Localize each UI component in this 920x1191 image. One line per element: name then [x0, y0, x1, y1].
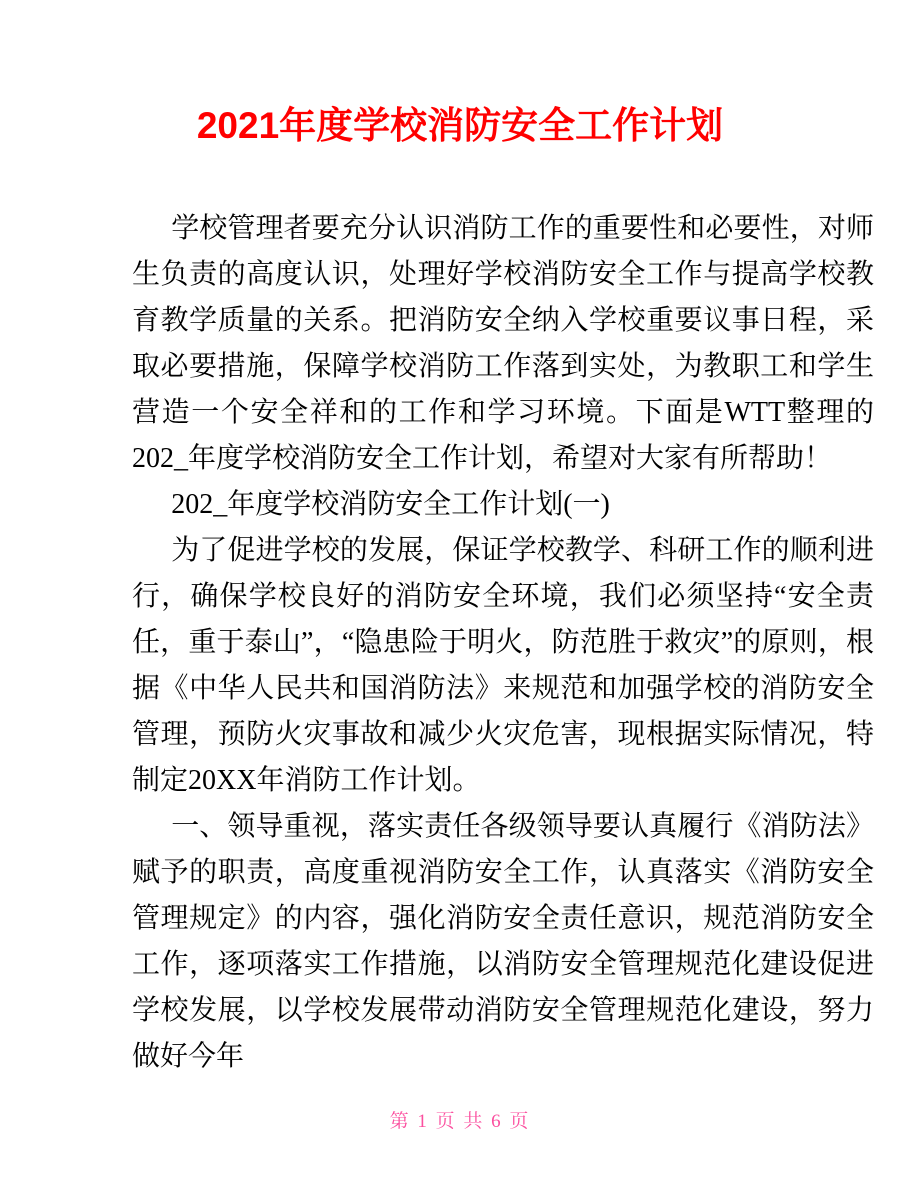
document-title: 2021年度学校消防安全工作计划: [196, 105, 724, 146]
paragraph: 202_年度学校消防安全工作计划(一): [171, 489, 610, 520]
paragraph: 一、领导重视，落实责任各级领导要认真履行《消防法》赋予的职责，高度重视消防安全工作，认真落实《消防安全管理规定》的内容，强化消防安全责任意识，规范消防安全工作，逐项落实工作措施，以消防安全管理规范化建设促进学校发展，以学校发展带动消防安全管理规范化建设，努力做好今年: [132, 811, 874, 1072]
document-body: [132, 206, 874, 1080]
page-footer: [0, 1108, 920, 1136]
paragraph: 为了促进学校的发展，保证学校教学、科研工作的顺利进行，确保学校良好的消防安全环境，我们必须坚持“安全责任，重于泰山”，“隐患险于明火，防范胜于救灾”的原则，根据《中华人民共和国消防法》来规范和加强学校的消防安全管理，预防火灾事故和减少火灾危害，现根据实际情况，特制定20XX年消防工作计划。: [132, 535, 874, 796]
paragraph: 学校管理者要充分认识消防工作的重要性和必要性，对师生负责的高度认识，处理好学校消防安全工作与提高学校教育教学质量的关系。把消防安全纳入学校重要议事日程，采取必要措施，保障学校消防工作落到实处，为教职工和学生营造一个安全祥和的工作和学习环境。下面是WTT整理的202_年度学校消防安全工作计划，希望对大家有所帮助！: [132, 213, 874, 474]
page-number-indicator: 第 1 页 共 6 页: [389, 1111, 531, 1132]
